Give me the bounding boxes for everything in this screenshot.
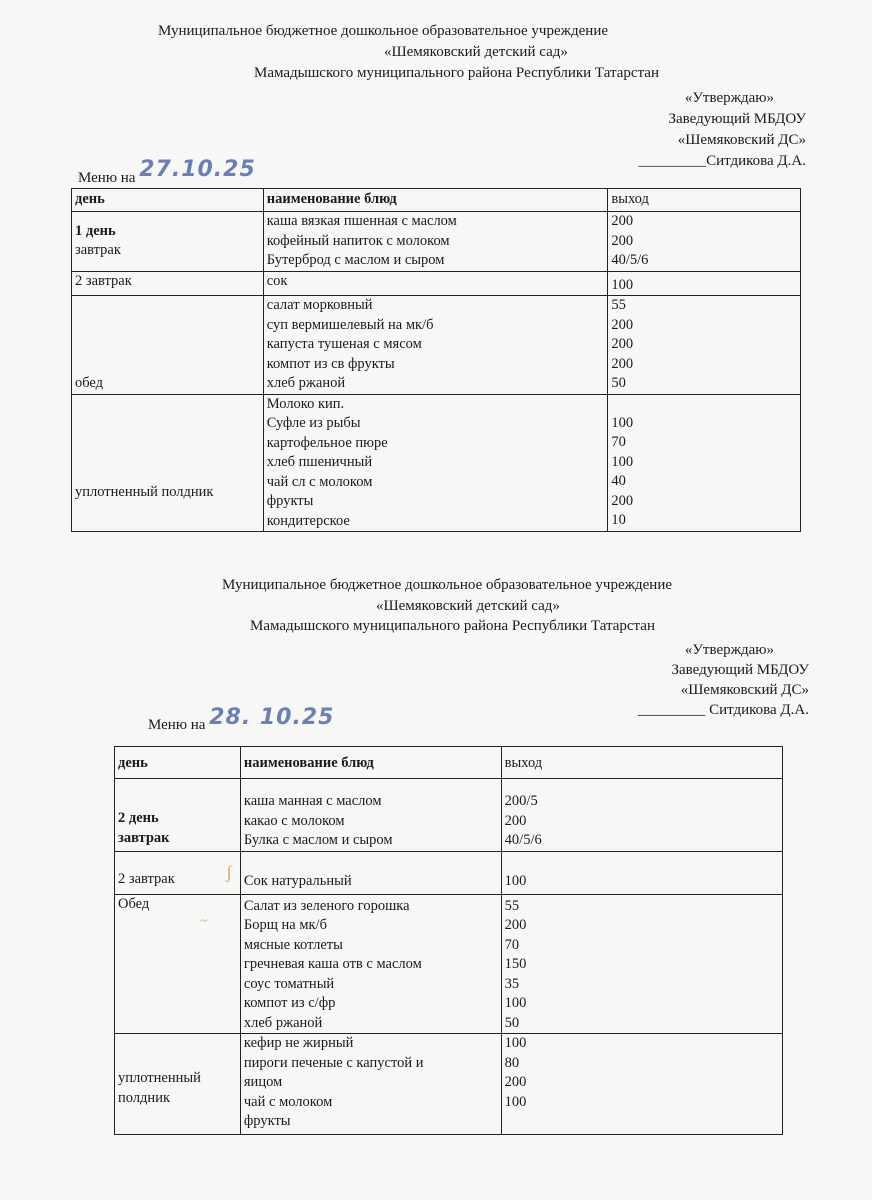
table-row [115, 1034, 783, 1135]
row-day-meal: завтрак [75, 242, 121, 259]
output: 50 [504, 1014, 520, 1031]
header-dish: наименование блюд [240, 747, 501, 779]
output: 70 [504, 936, 520, 953]
dish: капуста тушеная с мясом [266, 336, 422, 352]
output: 40/5/6 [504, 832, 542, 848]
doc1-org-line3: Мамадышского муниципального района Республики Татарстан [254, 65, 659, 81]
dish: какао с молоком [243, 812, 345, 829]
dish: салат морковный [266, 297, 373, 313]
row-outputs [608, 212, 801, 272]
header-dish: наименование блюд [263, 189, 608, 212]
dish: кефир не жирный [243, 1035, 354, 1051]
dish: хлеб ржаной [243, 1014, 323, 1031]
doc2-approve-org: «Шемяковский ДС» [680, 682, 809, 698]
dish: суп вермишелевый на мк/б [266, 316, 434, 333]
doc2-approve-position: Заведующий МБДОУ [671, 662, 809, 678]
scan-mark: ʃ [226, 862, 232, 882]
output: 100 [504, 873, 527, 889]
scan-mark: ~ [200, 914, 208, 929]
dish: сок [266, 272, 288, 289]
dish: Суфле из рыбы [266, 415, 361, 431]
output: 55 [504, 897, 520, 914]
output: 200 [611, 232, 634, 249]
table-row [72, 394, 801, 532]
dish: Молоко кип. [266, 395, 345, 412]
output: 55 [611, 297, 626, 313]
doc2-approve-title: «Утверждаю» [684, 642, 774, 658]
table-row [115, 851, 783, 894]
dish: мясные котлеты [243, 936, 343, 953]
doc2-menu-date: 28. 10.25 [209, 705, 335, 730]
dish: хлеб ржаной [266, 375, 346, 391]
output: 200 [504, 812, 527, 829]
output: 200 [504, 1074, 527, 1090]
row-day [115, 779, 241, 852]
doc1-menu-label: Меню на [78, 170, 136, 186]
row-day-bold: 1 день [75, 222, 116, 239]
output: 40/5/6 [611, 252, 649, 268]
output: 70 [611, 434, 626, 450]
doc2-approve-block [638, 640, 809, 720]
row-day: Обед [115, 894, 241, 1034]
doc1-menu-line [78, 157, 256, 188]
dish: каша манная с маслом [243, 793, 382, 809]
doc2-org-line1: Муниципальное бюджетное дошкольное образовательное учреждение [222, 577, 672, 593]
doc1-menu-date: 27.10.25 [139, 157, 256, 182]
doc1-approve-org: «Шемяковский ДС» [677, 132, 806, 148]
doc2-menu-line [148, 705, 335, 735]
doc2-org-line3: Мамадышского муниципального района Республики Татарстан [250, 618, 655, 634]
doc1-menu-table [71, 188, 801, 532]
output: 200/5 [504, 793, 538, 809]
row-dishes [240, 851, 501, 894]
row-day-meal: завтрак [118, 829, 170, 846]
dish: Борщ на мк/б [243, 917, 327, 933]
output: 100 [611, 276, 634, 293]
row-outputs [501, 851, 782, 894]
dish: хлеб пшеничный [266, 454, 373, 470]
dish: кофейный напиток с молоком [266, 232, 450, 249]
dish: чай сл с молоком [266, 473, 373, 490]
dish: Сок натуральный [243, 873, 352, 889]
row-day: уплотненный полдник [72, 394, 264, 532]
row-outputs [501, 1034, 782, 1135]
output: 10 [611, 512, 626, 528]
row-day [72, 212, 264, 272]
row-dishes [240, 894, 501, 1034]
dish: чай с молоком [243, 1093, 333, 1110]
dish: компот из св фрукты [266, 355, 395, 372]
output: 100 [504, 1093, 527, 1110]
output: 200 [504, 917, 527, 933]
row-day-bold: 2 день [118, 810, 159, 826]
output: 35 [504, 975, 520, 992]
doc2-menu-label: Меню на [148, 717, 206, 733]
doc1-approve-block [639, 88, 806, 172]
row-dishes [263, 212, 608, 272]
doc2-approve-signature: _________ Ситдикова Д.А. [637, 702, 809, 718]
dish: яицом [243, 1074, 283, 1090]
row-outputs [501, 894, 782, 1034]
row-outputs [501, 779, 782, 852]
row-outputs [608, 296, 801, 395]
table-row [115, 779, 783, 852]
header-output: выход [608, 189, 801, 212]
dish: каша вязкая пшенная с маслом [266, 213, 457, 229]
output: 200 [611, 316, 634, 333]
row-dishes [263, 271, 608, 296]
dish: компот из с/фр [243, 995, 336, 1011]
output: 80 [504, 1054, 520, 1071]
dish: гречневая каша отв с маслом [243, 956, 422, 972]
table-header-row [72, 189, 801, 212]
doc1-org-line2: «Шемяковский детский сад» [384, 44, 568, 60]
table-row [72, 212, 801, 272]
doc1-approve-signature: _________Ситдикова Д.А. [638, 153, 806, 169]
dish: пироги печеные с капустой и [243, 1054, 424, 1071]
output: 100 [504, 995, 527, 1011]
dish: соус томатный [243, 975, 335, 992]
dish: кондитерское [266, 512, 350, 529]
row-day: обед [72, 296, 264, 395]
dish: фрукты [266, 493, 314, 509]
row-day: 2 завтрак [72, 271, 264, 296]
output: 150 [504, 956, 527, 972]
row-outputs [608, 394, 801, 532]
dish: Бутерброд с маслом и сыром [266, 252, 445, 268]
output: 100 [504, 1035, 527, 1051]
output: 40 [611, 473, 626, 489]
table-row [115, 894, 783, 1034]
table-row [72, 271, 801, 296]
dish: Булка с маслом и сыром [243, 832, 393, 848]
header-day: день [72, 189, 264, 212]
output: 200 [611, 213, 634, 229]
row-dishes [240, 779, 501, 852]
header-day: день [115, 747, 241, 779]
table-header-row [115, 747, 783, 779]
output: 50 [611, 375, 626, 391]
dish: картофельное пюре [266, 434, 388, 451]
doc2-menu-table [114, 746, 783, 1135]
header-output: выход [501, 747, 782, 779]
output: 100 [611, 414, 634, 431]
output: 100 [611, 453, 634, 470]
row-day: 2 завтрак [115, 851, 241, 894]
row-dishes [263, 394, 608, 532]
output: 200 [611, 336, 634, 352]
row-day: уплотненный полдник [115, 1034, 241, 1135]
table-row [72, 296, 801, 395]
row-dishes [263, 296, 608, 395]
row-outputs [608, 271, 801, 296]
row-dishes [240, 1034, 501, 1135]
doc2-org-line2: «Шемяковский детский сад» [376, 598, 560, 614]
doc1-org-line1: Муниципальное бюджетное дошкольное образовательное учреждение [158, 23, 608, 39]
dish: Салат из зеленого горошка [243, 897, 410, 914]
doc1-approve-title: «Утверждаю» [684, 90, 774, 106]
doc1-approve-position: Заведующий МБДОУ [668, 111, 806, 127]
dish: фрукты [243, 1113, 291, 1129]
output: 200 [611, 355, 634, 372]
output: 200 [611, 492, 634, 509]
